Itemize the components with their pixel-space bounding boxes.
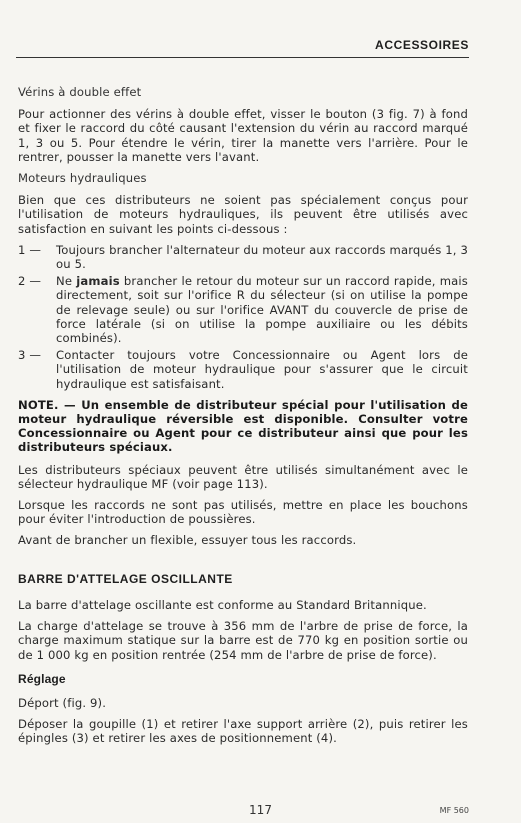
header-rule <box>16 57 469 58</box>
model-code: MF 560 <box>439 806 469 815</box>
numbered-list <box>18 243 468 391</box>
list-item <box>18 274 468 345</box>
list-item-emphasis: jamais <box>76 274 120 289</box>
paragraph: Les distributeurs spéciaux peuvent être utilisés simultanément avec le sélecteur hydraulique MF (voir page 113). <box>18 462 468 491</box>
page-number: 117 <box>249 803 272 817</box>
page-content <box>18 85 468 753</box>
list-item-text: Contacter toujours votre Concessionnaire ou Agent lors de l'utilisation de moteur hydraulique pour s'assurer que le circuit hydraulique est satisfaisant. <box>56 348 468 391</box>
paragraph: Lorsque les raccords ne sont pas utilisés, mettre en place les bouchons pour éviter l'introduction de poussières. <box>18 498 468 527</box>
paragraph: La barre d'attelage oscillante est conforme au Standard Britannique. <box>18 597 427 612</box>
list-item-text-pre: Ne <box>56 274 77 289</box>
list-item-number: 1 — <box>18 242 42 257</box>
list-item-number: 2 — <box>18 274 42 289</box>
list-item <box>18 243 468 271</box>
subheading-double-acting-rams: Vérins à double effet <box>18 85 142 99</box>
list-item-text: Toujours brancher l'alternateur du moteur aux raccords marqués 1, 3 ou 5. <box>56 242 468 272</box>
paragraph: La charge d'attelage se trouve à 356 mm de l'arbre de prise de force, la charge maximum statique sur la barre est de 770 kg en position sortie ou de 1 000 kg en position rentrée (254 mm de l'arbre de prise de force). <box>18 619 468 662</box>
paragraph: Pour actionner des vérins à double effet, visser le bouton (3 fig. 7) à fond et fixer le raccord du côté causant l'extension du vérin au raccord marqué 1, 3 ou 5. Pour étendre le vérin, tirer la manette vers l'arrière. Pour le rentrer, pousser la manette vers l'avant. <box>18 107 468 164</box>
subheading-adjustment: Réglage <box>18 671 66 686</box>
list-item <box>18 348 468 391</box>
list-item-text-post: brancher le retour du moteur sur un raccord rapide, mais directement, soit sur l'orifice R du sélecteur (si on utilise la pompe de relevage seule) ou sur l'orifice AVANT du couvercle de prise de force latérale (si on utilise la pompe auxiliaire ou les débits combinés). <box>56 274 468 346</box>
paragraph: Bien que ces distributeurs ne soient pas spécialement conçus pour l'utilisation de moteurs hydrauliques, ils peuvent être utilisés avec satisfaction en suivant les points ci-dessous : <box>18 193 468 236</box>
list-item-number: 3 — <box>18 348 42 363</box>
note-paragraph: NOTE. — Un ensemble de distributeur spécial pour l'utilisation de moteur hydraulique réversible est disponible. Consulter votre Concessionnaire ou Agent pour ce distributeur ainsi que pour les distributeurs spéciaux. <box>18 397 468 455</box>
paragraph: Déport (fig. 9). <box>18 695 107 710</box>
section-title-drawbar: BARRE D'ATTELAGE OSCILLANTE <box>18 571 233 586</box>
subheading-hydraulic-motors: Moteurs hydrauliques <box>18 171 147 186</box>
header-title: ACCESSOIRES <box>375 38 469 52</box>
paragraph: Avant de brancher un flexible, essuyer tous les raccords. <box>18 533 357 548</box>
paragraph: Déposer la goupille (1) et retirer l'axe support arrière (2), puis retirer les épingles (3) et retirer les axes de positionnement (4). <box>18 717 468 746</box>
